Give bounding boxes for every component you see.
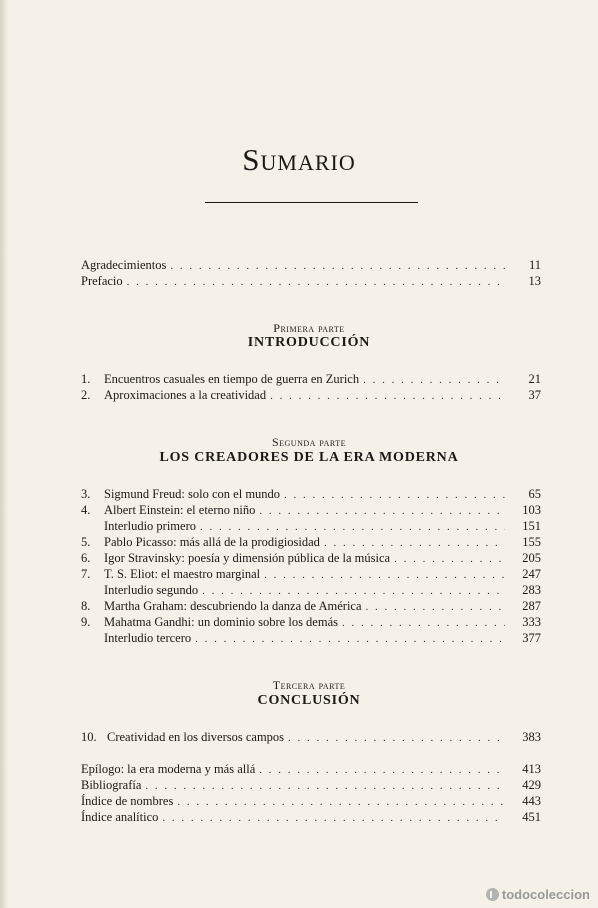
toc-entry-label: Interludio primero [104, 519, 196, 533]
toc-entry-label: Martha Graham: descubriendo la danza de América [104, 599, 362, 613]
chapter-number: 6. [81, 551, 91, 565]
toc-entry-page: 37 [528, 388, 541, 402]
toc-entry-label: Prefacio [81, 274, 123, 288]
chapter-number: 8. [81, 599, 91, 613]
toc-entry-label: Aproximaciones a la creatividad [104, 388, 267, 402]
part2-title: LOS CREADORES DE LA ERA MODERNA [159, 450, 459, 465]
toc-entry-page: 247 [522, 567, 541, 581]
toc-entry-page: 377 [522, 631, 541, 645]
toc-entry-page: 383 [522, 730, 541, 744]
watermark-text: todocoleccion [501, 887, 590, 902]
chapter-number: 10. [81, 730, 97, 744]
toc-entry-label: Interludio segundo [104, 583, 199, 597]
toc-entry-label: Igor Stravinsky: poesía y dimensión pública de la música [104, 551, 391, 565]
leader-dots [127, 273, 505, 291]
watermark-logo-icon [486, 888, 499, 901]
toc-entry-chapter-10[interactable] [81, 728, 541, 746]
toc-entry-chapter-2[interactable] [81, 386, 541, 404]
chapter-number: 5. [81, 535, 91, 549]
chapter-number: 4. [81, 503, 91, 517]
toc-entry-page: 65 [528, 487, 541, 501]
toc-entry-page: 451 [522, 810, 541, 824]
chapter-number: 2. [81, 388, 91, 402]
part3-title: CONCLUSIÓN [257, 693, 361, 708]
part1-title: INTRODUCCIÓN [247, 335, 371, 350]
watermark [486, 887, 590, 902]
toc-entry-page: 429 [522, 778, 541, 792]
toc-entry-label: Pablo Picasso: más allá de la prodigiosidad [104, 535, 320, 549]
toc-entry-label: Sigmund Freud: solo con el mundo [104, 487, 281, 501]
part3-label: Tercera parte [272, 678, 346, 692]
toc-entry-page: 287 [522, 599, 541, 613]
toc-entry-label: Índice de nombres [81, 794, 174, 808]
toc-entry-label: Interludio tercero [104, 631, 192, 645]
part1-label: Primera parte [273, 321, 345, 335]
toc-entry-label: Encuentros casuales en tiempo de guerra en Zurich [104, 372, 360, 386]
toc-entry-prefacio[interactable] [81, 272, 541, 290]
toc-entry-label: Mahatma Gandhi: un dominio sobre los demás [104, 615, 338, 629]
toc-entry-page: 283 [522, 583, 541, 597]
toc-entry-page: 151 [522, 519, 541, 533]
toc-entry-page: 11 [528, 258, 541, 272]
chapter-number: 1. [81, 372, 91, 386]
chapter-number: 3. [81, 487, 91, 501]
chapter-number: 9. [81, 615, 91, 629]
toc-entry-page: 155 [522, 535, 541, 549]
toc-entry-label: Agradecimientos [81, 258, 167, 272]
toc-entry-label: Índice analítico [81, 810, 159, 824]
title-rule [205, 202, 418, 203]
toc-entry-page: 103 [522, 503, 541, 517]
toc-entry-page: 333 [522, 615, 541, 629]
leader-dots [162, 809, 505, 827]
toc-entry-page: 443 [522, 794, 541, 808]
toc-entry-label: Creatividad en los diversos campos [107, 730, 285, 744]
chapter-number: 7. [81, 567, 91, 581]
leader-dots [288, 729, 505, 747]
page-title: Sumario [242, 142, 356, 177]
toc-entry-interludio-3[interactable] [81, 629, 541, 647]
toc-entry-page: 413 [522, 762, 541, 776]
toc-entry-label: Bibliografía [81, 778, 142, 792]
toc-entry-indice-analitico[interactable] [81, 808, 541, 826]
toc-entry-page: 13 [528, 274, 541, 288]
toc-entry-label: Albert Einstein: el eterno niño [104, 503, 256, 517]
part2-label: Segunda parte [271, 435, 347, 449]
leader-dots [270, 387, 505, 405]
leader-dots [195, 630, 505, 648]
toc-entry-page: 205 [522, 551, 541, 565]
toc-entry-page: 21 [528, 372, 541, 386]
toc-entry-label: Epílogo: la era moderna y más allá [81, 762, 256, 776]
toc-entry-label: T. S. Eliot: el maestro marginal [104, 567, 261, 581]
